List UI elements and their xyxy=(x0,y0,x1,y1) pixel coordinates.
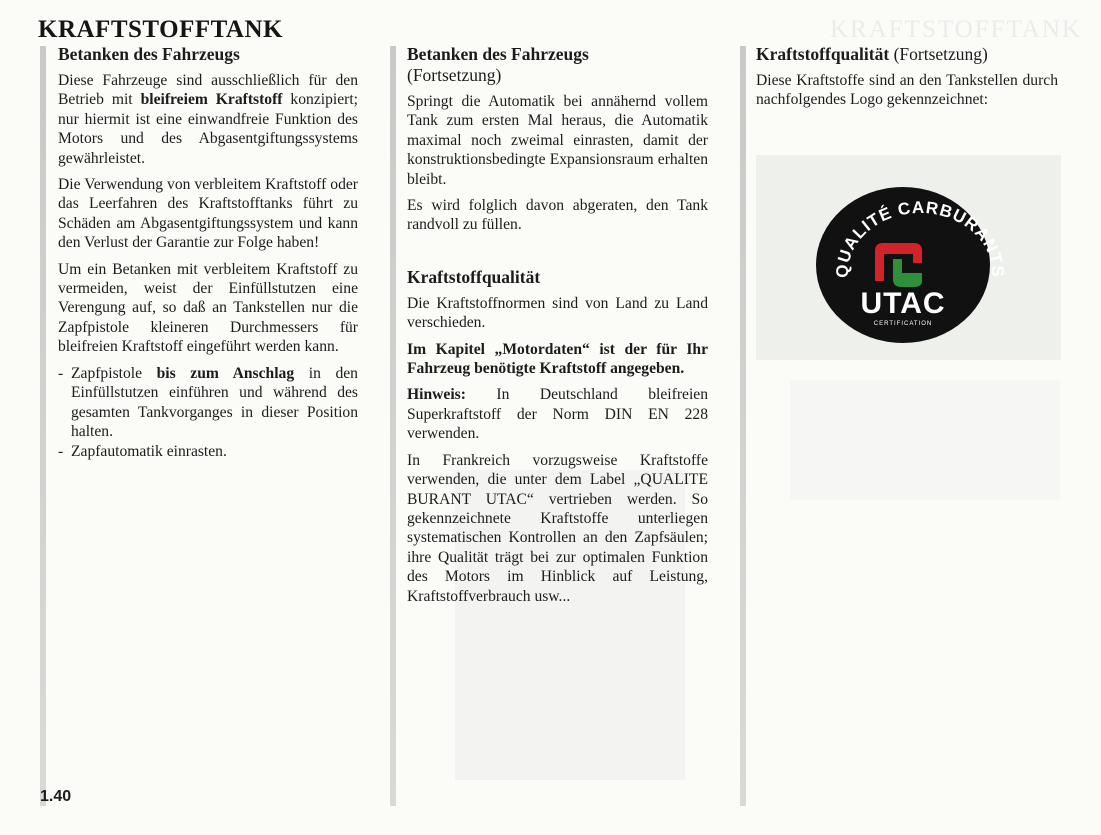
bleed-through-title: KRAFTSTOFFTANK xyxy=(830,16,1082,43)
section-heading: Betanken des Fahrzeugs xyxy=(58,44,240,64)
column-1 xyxy=(58,44,358,463)
text-span: Diese Fahrzeuge sind ausschließlich für den Betrieb mit xyxy=(58,72,358,109)
section-heading xyxy=(756,44,1058,65)
column-marker xyxy=(390,46,396,806)
logo-brand: UTAC xyxy=(860,287,946,320)
column-2 xyxy=(407,44,708,613)
logo-arc-text: QUALITÉ CARBURANTS xyxy=(832,197,1008,279)
logo-subtext: CERTIFICATION xyxy=(873,321,933,327)
heading-text: Kraftstoffqualität xyxy=(756,44,890,64)
heading-continuation: (Fortsetzung) xyxy=(407,65,502,85)
column-marker xyxy=(40,46,46,806)
utac-logo xyxy=(756,155,1061,360)
heading-text: Betanken des Fahrzeugs xyxy=(407,44,589,64)
column-3 xyxy=(756,44,1058,117)
text-span: Zapfpistole xyxy=(71,364,157,382)
bleed-through-area xyxy=(790,380,1060,500)
paragraph: Diese Kraftstoffe sind an den Tankstellen durch nachfolgendes Logo gekennzeichnet: xyxy=(756,72,1058,109)
text-span: In Deutschland bleifreien Superkraftstoff der Norm DIN EN 228 verwenden. xyxy=(407,386,708,443)
text-span: konzipiert; nur hiermit ist eine einwandfreie Funktion des Motors und des Abgasentgiftungssystems gewährleistet. xyxy=(58,91,358,167)
paragraph: Um ein Betanken mit verbleitem Kraftstoff zu vermeiden, weist der Einfüllstutzen eine Verengung auf, so daß an Tankstellen nur die Zapfpistole kleineren Durchmessers für bleifreien Kraftstoff eingeführt werden kann. xyxy=(58,260,358,356)
paragraph: Im Kapitel „Motordaten“ ist der für Ihr Fahrzeug benötigte Kraftstoff angegeben. xyxy=(407,340,708,378)
paragraph xyxy=(407,385,708,443)
page-title: KRAFTSTOFFTANK xyxy=(38,16,283,43)
page-number: 1.40 xyxy=(40,788,72,805)
text-span: in den Einfüllstutzen einführen und während des gesamten Tankvorganges in dieser Position halten. xyxy=(71,364,358,440)
section-heading xyxy=(407,44,708,86)
list-item xyxy=(58,364,358,442)
list-item: - Zapfautomatik einrasten. xyxy=(58,442,358,461)
logo-area xyxy=(756,155,1061,360)
paragraph: Springt die Automatik bei annähernd vollem Tank zum ersten Mal heraus, die Automatik maximal noch zweimal einrasten, damit der konstruktionsbedingte Expansionsraum erhalten bleibt. xyxy=(407,93,708,188)
paragraph: Die Kraftstoffnormen sind von Land zu Land verschieden. xyxy=(407,294,708,332)
paragraph: Es wird folglich davon abgeraten, den Tank randvoll zu füllen. xyxy=(407,197,708,234)
note-label: Hinweis: xyxy=(407,386,466,404)
paragraph xyxy=(58,71,358,168)
paragraph: Die Verwendung von verbleitem Kraftstoff oder das Leerfahren des Kraftstofftanks führt zu Schäden am Abgasentgiftungssystem und kann den Verlust der Garantie zur Folge haben! xyxy=(58,176,358,252)
section-heading: Kraftstoffqualität xyxy=(407,266,541,287)
bold-text: bis zum Anschlag xyxy=(156,364,295,382)
column-marker xyxy=(740,46,746,806)
bold-text: bleifreiem Kraftstoff xyxy=(140,91,283,109)
heading-continuation: (Fortsetzung) xyxy=(893,44,988,64)
paragraph: In Frankreich vorzugsweise Kraftstoffe verwenden, die unter dem Label „QUALITE BURANT UTAC“ vertrieben werden. So gekennzeichnete Kraftstoffe unterliegen systematischen Kontrollen an den Zapfsäulen; ihre Qualität trägt bei zur optimalen Funktion des Motors im Hinblick auf Leistung, Kraftstoffverbrauch usw... xyxy=(407,451,708,605)
step-list xyxy=(58,364,358,462)
